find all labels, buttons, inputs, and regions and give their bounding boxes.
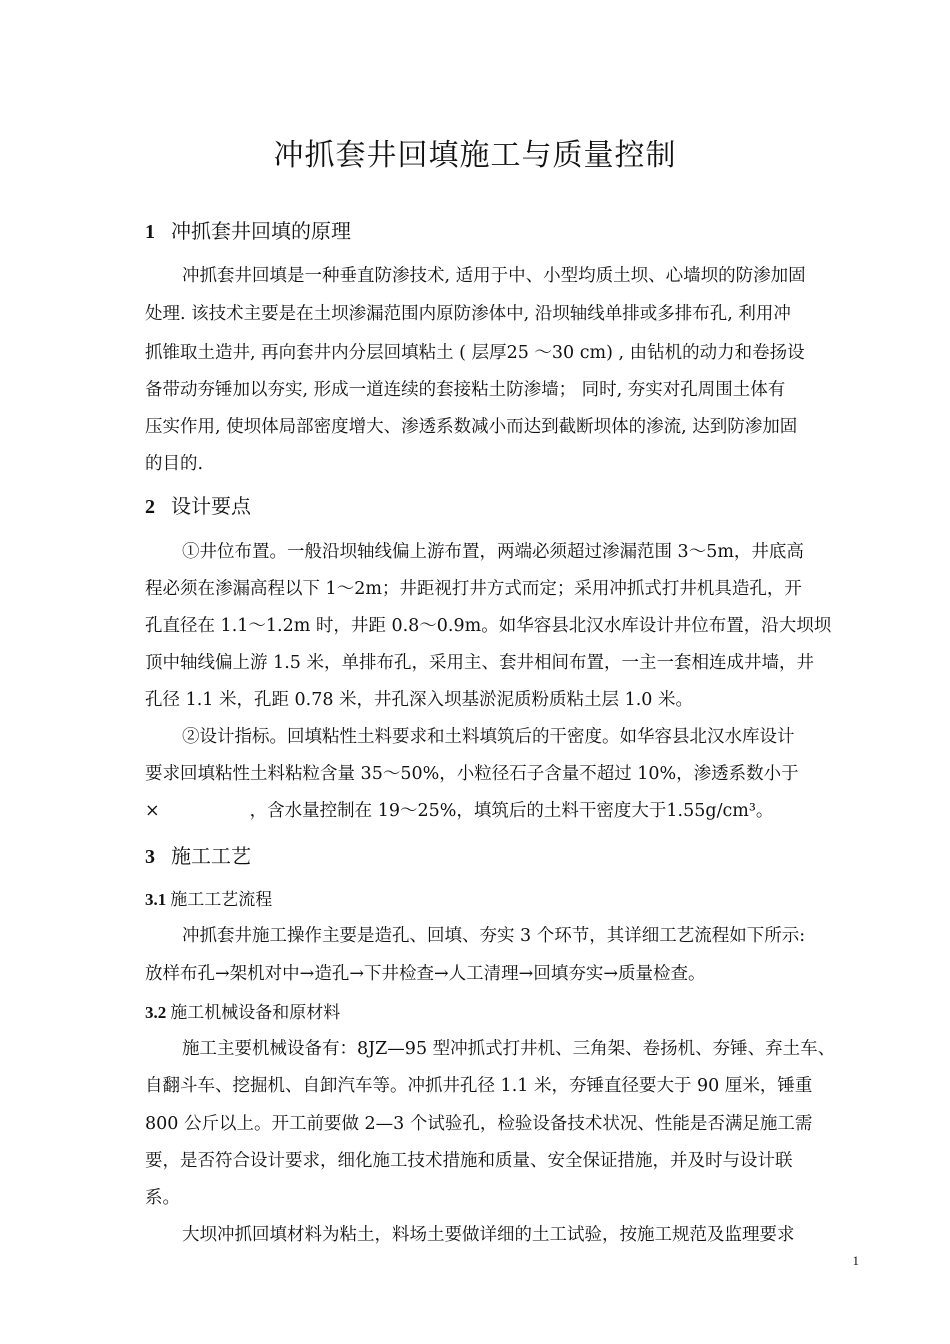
paragraph-line: 系。 xyxy=(145,1188,180,1208)
paragraph-line: 处理. 该技术主要是在土坝渗漏范围内原防渗体中, 沿坝轴线单排或多排布孔, 利用冲 xyxy=(145,304,791,324)
paragraph-line: ②设计指标。回填粘性土料要求和土料填筑后的干密度。如华容县北汉水库设计 xyxy=(182,727,795,747)
subsection-title: 施工机械设备和原材料 xyxy=(170,1003,341,1023)
paragraph-line: 要求回填粘性土料粘粒含量 35～50%，小粒径石子含量不超过 10%，渗透系数小于 xyxy=(145,764,799,784)
section-number: 3 xyxy=(145,846,155,868)
paragraph-line: 放样布孔→架机对中→造孔→下井检查→人工清理→回填夯实→质量检查。 xyxy=(145,964,706,984)
section-title: 设计要点 xyxy=(171,494,251,518)
paragraph-line: 备带动夯锤加以夯实, 形成一道连续的套接粘土防渗墙； 同时, 夯实对孔周围土体有 xyxy=(145,380,786,400)
section-title: 冲抓套井回填的原理 xyxy=(171,219,351,243)
subsection-number: 3.2 xyxy=(145,1003,167,1022)
paragraph-line: 冲抓套井施工操作主要是造孔、回填、夯实 3 个环节，其详细工艺流程如下所示: xyxy=(182,926,806,946)
subsection-number: 3.1 xyxy=(145,890,167,909)
paragraph-line: 孔径 1.1 米，孔距 0.78 米，井孔深入坝基淤泥质粉质粘土层 1.0 米。 xyxy=(145,690,694,710)
paragraph-line: 顶中轴线偏上游 1.5 米，单排布孔，采用主、套井相间布置，一主一套相连成井墙，井 xyxy=(145,653,814,673)
page-number: 1 xyxy=(852,1253,859,1268)
section-title: 施工工艺 xyxy=(171,844,251,868)
section-3-heading xyxy=(145,840,251,869)
paragraph-line xyxy=(145,797,773,822)
multiply-sign: × xyxy=(145,801,160,821)
section-number: 2 xyxy=(145,496,155,518)
paragraph-line: 自翻斗车、挖掘机、自卸汽车等。冲抓井孔径 1.1 米，夯锤直径要大于 90 厘米，锤重 xyxy=(145,1076,813,1096)
paragraph-line: 的目的. xyxy=(145,454,204,474)
paragraph-line: 要，是否符合设计要求，细化施工技术措施和质量、安全保证措施，并及时与设计联 xyxy=(145,1151,793,1171)
paragraph-line: 冲抓套井回填是一种垂直防渗技术, 适用于中、小型均质土坝、心墙坝的防渗加固 xyxy=(182,266,806,286)
paragraph-line: 800 公斤以上。开工前要做 2—3 个试验孔，检验设备技术状况、性能是否满足施工需 xyxy=(145,1114,813,1134)
paragraph-text: ，含水量控制在 19～25%，填筑后的土料干密度大于1.55g/cm³。 xyxy=(249,801,774,821)
paragraph-line: 大坝冲抓回填材料为粘土，料场土要做详细的土工试验，按施工规范及监理要求 xyxy=(182,1225,795,1245)
subsection-title: 施工工艺流程 xyxy=(170,890,273,910)
section-2-heading xyxy=(145,490,251,519)
paragraph-line: 压实作用, 使坝体局部密度增大、渗透系数减小而达到截断坝体的渗流, 达到防渗加固 xyxy=(145,417,798,437)
subsection-3-2-heading xyxy=(145,998,340,1023)
paragraph-line: 施工主要机械设备有：8JZ—95 型冲抓式打井机、三角架、卷扬机、夯锤、弃土车、 xyxy=(182,1039,836,1059)
section-1-heading xyxy=(145,215,351,244)
subsection-3-1-heading xyxy=(145,885,272,910)
section-number: 1 xyxy=(145,221,155,243)
document-title: 冲抓套井回填施工与质量控制 xyxy=(273,138,677,173)
paragraph-line: 孔直径在 1.1～1.2m 时，井距 0.8～0.9m。如华容县北汉水库设计井位布置，沿大坝坝 xyxy=(145,616,832,636)
paragraph-line: 程必须在渗漏高程以下 1～2m；井距视打井方式而定；采用冲抓式打井机具造孔，开 xyxy=(145,579,802,599)
paragraph-line: 抓锥取土造井, 再向套井内分层回填粘土 ( 层厚25 ～30 cm) , 由钻机的动力和卷扬设 xyxy=(145,343,805,363)
paragraph-line: ①井位布置。一般沿坝轴线偏上游布置，两端必须超过渗漏范围 3～5m，井底高 xyxy=(182,542,804,562)
